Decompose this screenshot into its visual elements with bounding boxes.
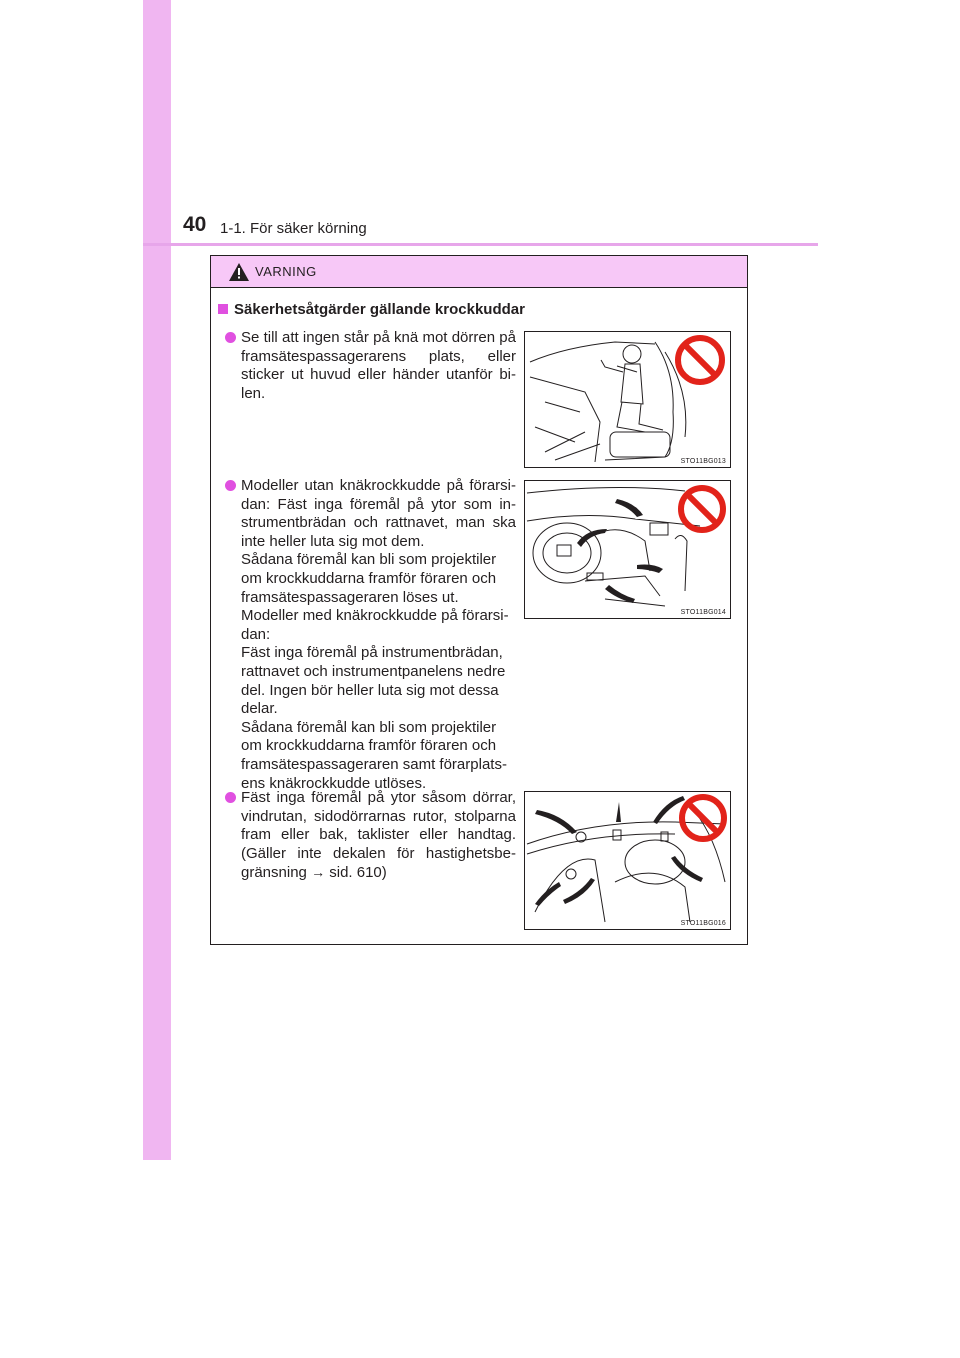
figure-code: STO11BG016: [680, 920, 726, 927]
cabin-objects-illustration: [525, 792, 730, 929]
warning-item-2: [241, 477, 516, 793]
warning-box: [210, 255, 748, 945]
warning-item-2-text: Modeller utan knäkrockkudde på förarsi-dan: Fäst inga föremål på ytor som in-strumentbrädan och rattnavet, man ska inte heller luta sig mot dem.: [241, 477, 516, 550]
figure-dashboard-objects: [524, 480, 731, 619]
warning-item-1-text: Se till att ingen står på knä mot dörren på framsätespassagerarens plats, eller sticker ut huvud eller händer utanför bi-len.: [241, 329, 516, 402]
warning-item-2-line5: Sådana föremål kan bli som projektiler om krockkuddarna framför föraren och framsätespassageraren samt förarplats-ens knäkrockkudde utlöses.: [241, 718, 507, 792]
kneeling-passenger-illustration: [525, 332, 730, 467]
prohibited-sign-icon: [678, 338, 722, 382]
section-title: 1-1. För säker körning: [220, 220, 367, 237]
warning-label: VARNING: [255, 264, 317, 279]
prohibited-sign-icon: [682, 797, 724, 839]
dashboard-objects-illustration: [525, 481, 730, 618]
warning-header: [211, 256, 747, 288]
figure-code: STO11BG014: [680, 609, 726, 616]
warning-item-3: [241, 789, 516, 883]
warning-heading-text: Säkerhetsåtgärder gällande krockkuddar: [234, 301, 525, 318]
figure-cabin-objects: [524, 791, 731, 930]
prohibited-sign-icon: [681, 488, 723, 530]
warning-heading: [218, 301, 525, 318]
warning-item-2-line2: Sådana föremål kan bli som projektiler om krockkuddarna framför föraren och framsätespassageraren löses ut.: [241, 551, 497, 606]
page-side-tab: [143, 0, 171, 1160]
square-bullet-icon: [218, 304, 228, 314]
warning-item-1: [241, 329, 516, 403]
warning-item-3-text: Fäst inga föremål på ytor såsom dörrar, vindrutan, sidodörrarnas rutor, stolparna fram eller bak, taklister eller handtag. (Gäller inte dekalen för hastighetsbe-gränsning: [241, 789, 516, 882]
page-reference-arrow-icon: →: [311, 864, 326, 881]
warning-triangle-icon: [229, 263, 249, 281]
bullet-icon: [225, 792, 236, 803]
warning-item-2-line4: Fäst inga föremål på instrumentbrädan, rattnavet och instrumentpanelens nedre del. Ingen bör heller luta sig mot dessa delar.: [241, 644, 506, 718]
page-number: 40: [183, 213, 207, 236]
warning-item-2-line3: Modeller med knäkrockkudde på förarsi-dan:: [241, 607, 509, 643]
bullet-icon: [225, 480, 236, 491]
header-divider: [143, 243, 818, 246]
bullet-icon: [225, 332, 236, 343]
figure-code: STO11BG013: [680, 458, 726, 465]
warning-item-3-reference: sid. 610): [329, 864, 387, 882]
figure-kneeling-passenger: [524, 331, 731, 468]
